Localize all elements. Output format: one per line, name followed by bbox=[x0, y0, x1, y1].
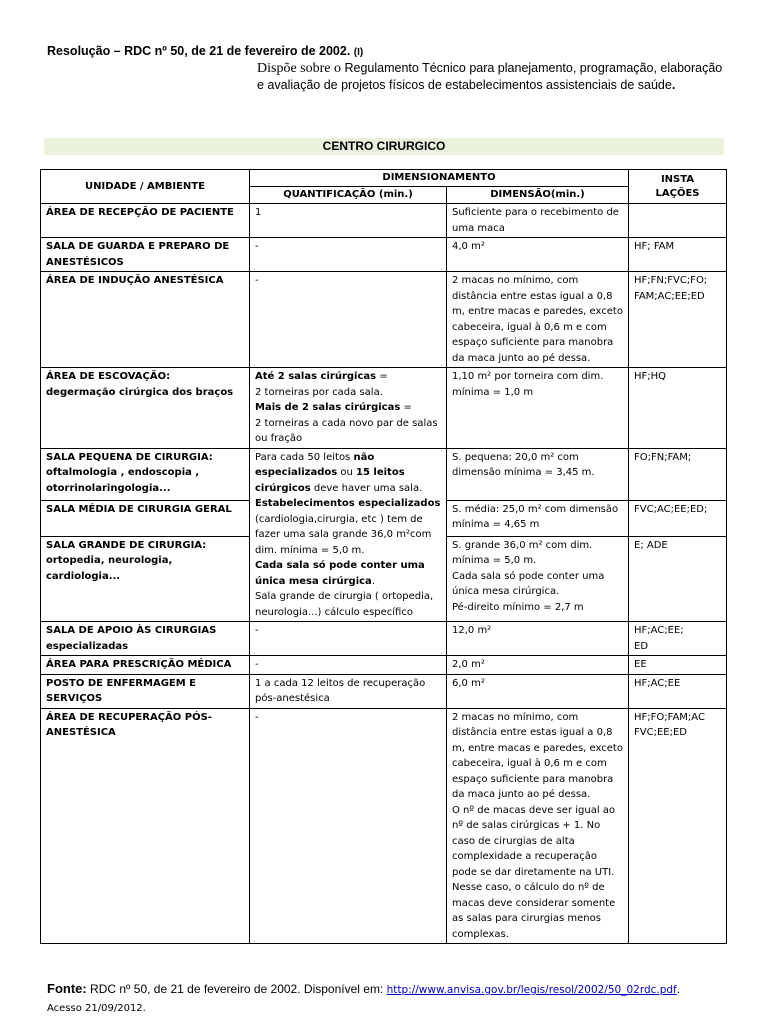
table-row bbox=[41, 238, 727, 272]
cell-dimensao: Suficiente para o recebimento de uma maca bbox=[447, 204, 629, 238]
cell-quantificacao: - bbox=[250, 272, 447, 368]
cell-ambiente: ÁREA DE RECUPERAÇÃO PÓS-ANESTÉSICA bbox=[41, 708, 250, 944]
header-dimension: DIMENSÃO(min.) bbox=[447, 187, 629, 204]
cell-instalacoes: FO;FN;FAM; bbox=[629, 448, 727, 500]
cell-quantificacao bbox=[250, 368, 447, 449]
source-link[interactable]: http://www.anvisa.gov.br/legis/resol/2002/50_02rdc.pdf bbox=[386, 984, 677, 996]
dim-para2: O nº de macas deve ser igual ao nº de salas cirúrgicas + 1. No caso de cirurgias de alta complexidade a recuperação pode se dar diretamente na UTI. Nesse caso, o cálculo do nº de macas deve considerar somente as salas para cirurgias menos complexas. bbox=[452, 804, 616, 940]
cell-dimensao: 4,0 m² bbox=[447, 238, 629, 272]
cell-instalacoes: HF; FAM bbox=[629, 238, 727, 272]
merged-text-1: Para cada 50 leitos bbox=[255, 451, 354, 463]
inst-line2: FVC;EE;ED bbox=[634, 727, 687, 738]
dim-line1: S. grande 36,0 m² com dim. mínima = 5,0 m. bbox=[452, 539, 593, 567]
cell-instalacoes bbox=[629, 708, 727, 944]
merged-text-3: deve haver uma sala. bbox=[310, 482, 423, 494]
cell-ambiente bbox=[41, 368, 250, 449]
cell-instalacoes: HF;FN;FVC;FO; FAM;AC;EE;ED bbox=[629, 272, 727, 368]
cell-dimensao: 2,0 m² bbox=[447, 656, 629, 675]
document-title bbox=[47, 44, 363, 58]
ambiente-line1: ÁREA DE ESCOVAÇÃO: bbox=[46, 371, 171, 382]
merged-bold-3: Estabelecimentos especializados bbox=[255, 498, 441, 509]
requirements-table bbox=[40, 169, 727, 944]
dim-line3: Pé-direito mínimo = 2,7 m bbox=[452, 601, 584, 613]
description-end: . bbox=[671, 78, 676, 92]
cell-quantificacao-merged bbox=[250, 448, 447, 622]
source-footer bbox=[47, 981, 747, 1016]
title-suffix: (I) bbox=[353, 47, 364, 58]
quant-bold-1: Até 2 salas cirúrgicas bbox=[255, 371, 377, 382]
cell-ambiente: ÁREA DE RECEPÇÃO DE PACIENTE bbox=[41, 204, 250, 238]
access-date: Acesso 21/09/2012. bbox=[47, 1003, 146, 1014]
cell-instalacoes: FVC;AC;EE;ED; bbox=[629, 500, 727, 536]
cell-dimensao: 12,0 m² bbox=[447, 622, 629, 656]
table-row bbox=[41, 368, 727, 449]
merged-bold-2: 15 leitos cirúrgicos bbox=[255, 467, 405, 494]
cell-instalacoes: HF;AC;EE bbox=[629, 674, 727, 708]
header-dimensioning: DIMENSIONAMENTO bbox=[250, 170, 629, 187]
quant-text-3: = bbox=[400, 402, 412, 413]
cell-dimensao: 2 macas no mínimo, com distância entre estas igual a 0,8 m, entre macas e paredes, exceto cabeceira, igual à 0,6 m e com espaço suficiente para manobra da maca junto ao pé dessa. bbox=[447, 272, 629, 368]
title-text: Resolução – RDC nº 50, de 21 de fevereiro de 2002. bbox=[47, 44, 351, 58]
cell-instalacoes: HF;HQ bbox=[629, 368, 727, 449]
cell-instalacoes: EE bbox=[629, 656, 727, 675]
cell-dimensao bbox=[447, 536, 629, 621]
source-end: . bbox=[676, 982, 681, 996]
dim-para1: 2 macas no mínimo, com distância entre estas igual a 0,8 m, entre macas e paredes, exceto cabeceira, igual à 0,6 m e com espaço suficiente para manobra da maca junto ao pé dessa. bbox=[452, 711, 623, 800]
inst-line2: ED bbox=[634, 640, 649, 652]
ambiente-line2: degermação cirúrgica dos braços bbox=[46, 386, 234, 398]
source-label: Fonte: bbox=[47, 981, 87, 996]
merged-bold-1: não especializados bbox=[255, 451, 375, 478]
cell-quantificacao: - bbox=[250, 622, 447, 656]
header-installations bbox=[629, 170, 727, 204]
quant-text-4: 2 torneiras a cada novo par de salas ou fração bbox=[255, 417, 438, 444]
cell-ambiente: SALA MÉDIA DE CIRURGIA GERAL bbox=[41, 500, 250, 536]
section-title: CENTRO CIRURGICO bbox=[44, 138, 724, 155]
inst-line1: HF;FO;FAM;AC bbox=[634, 711, 705, 723]
cell-ambiente: SALA GRANDE DE CIRURGIA: ortopedia, neurologia, cardiologia... bbox=[41, 536, 250, 621]
table-row bbox=[41, 622, 727, 656]
cell-dimensao: 6,0 m² bbox=[447, 674, 629, 708]
cell-dimensao bbox=[447, 708, 629, 944]
cell-quantificacao: 1 a cada 12 leitos de recuperação pós-anestésica bbox=[250, 674, 447, 708]
quant-text-2: 2 torneiras por cada sala. bbox=[255, 386, 383, 398]
table-row bbox=[41, 708, 727, 944]
cell-instalacoes bbox=[629, 622, 727, 656]
cell-quantificacao: - bbox=[250, 238, 447, 272]
description-lead: Dispõe sobre o bbox=[257, 61, 341, 76]
merged-text-4: (cardiologia,cirurgia, etc ) tem de fazer uma sala grande 36,0 m²com dim. mínima = 5,0 m. bbox=[255, 513, 432, 556]
cell-ambiente: ÁREA PARA PRESCRIÇÃO MÉDICA bbox=[41, 656, 250, 675]
table-row bbox=[41, 674, 727, 708]
quant-bold-2: Mais de 2 salas cirúrgicas bbox=[255, 402, 401, 413]
cell-quantificacao: - bbox=[250, 708, 447, 944]
inst-line1: HF;AC;EE; bbox=[634, 625, 684, 636]
merged-text-6: Sala grande de cirurgia ( ortopedia, neurologia...) cálculo específico bbox=[255, 591, 434, 618]
document-description bbox=[257, 60, 727, 93]
cell-ambiente: SALA PEQUENA DE CIRURGIA: oftalmologia , endoscopia , otorrinolaringologia... bbox=[41, 448, 250, 500]
cell-ambiente: SALA DE APOIO ÀS CIRURGIAS especializadas bbox=[41, 622, 250, 656]
header-quantification: QUANTIFICAÇÃO (min.) bbox=[250, 187, 447, 204]
header-installations-line1: INSTA bbox=[660, 173, 695, 185]
table-row bbox=[41, 656, 727, 675]
table-header-row bbox=[41, 170, 727, 187]
cell-dimensao: S. média: 25,0 m² com dimensão mínima = 4,65 m bbox=[447, 500, 629, 536]
cell-instalacoes bbox=[629, 204, 727, 238]
cell-dimensao: 1,10 m² por torneira com dim. mínima = 1,0 m bbox=[447, 368, 629, 449]
cell-quantificacao: 1 bbox=[250, 204, 447, 238]
table-row bbox=[41, 448, 727, 500]
table-row bbox=[41, 204, 727, 238]
header-unit: UNIDADE / AMBIENTE bbox=[41, 170, 250, 204]
quant-text-1: = bbox=[376, 371, 388, 382]
cell-ambiente: POSTO DE ENFERMAGEM E SERVIÇOS bbox=[41, 674, 250, 708]
header-installations-line2: LAÇÕES bbox=[655, 187, 700, 199]
source-text: RDC nº 50, de 21 de fevereiro de 2002. Disponível em: bbox=[86, 982, 387, 996]
table-row bbox=[41, 272, 727, 368]
cell-instalacoes: E; ADE bbox=[629, 536, 727, 621]
cell-ambiente: ÁREA DE INDUÇÃO ANESTÉSICA bbox=[41, 272, 250, 368]
merged-bold-4: Cada sala só pode conter uma única mesa cirúrgica bbox=[255, 560, 425, 587]
merged-text-5: . bbox=[371, 575, 375, 587]
dim-line2: Cada sala só pode conter uma única mesa cirúrgica. bbox=[452, 570, 605, 598]
cell-quantificacao: - bbox=[250, 656, 447, 675]
cell-ambiente: SALA DE GUARDA E PREPARO DE ANESTÉSICOS bbox=[41, 238, 250, 272]
cell-dimensao: S. pequena: 20,0 m² com dimensão mínima = 3,45 m. bbox=[447, 448, 629, 500]
description-body: Regulamento Técnico para planejamento, programação, elaboração e avaliação de projetos físicos de estabelecimentos assistenciais de saúde bbox=[257, 61, 723, 92]
merged-text-2: ou bbox=[337, 467, 357, 478]
